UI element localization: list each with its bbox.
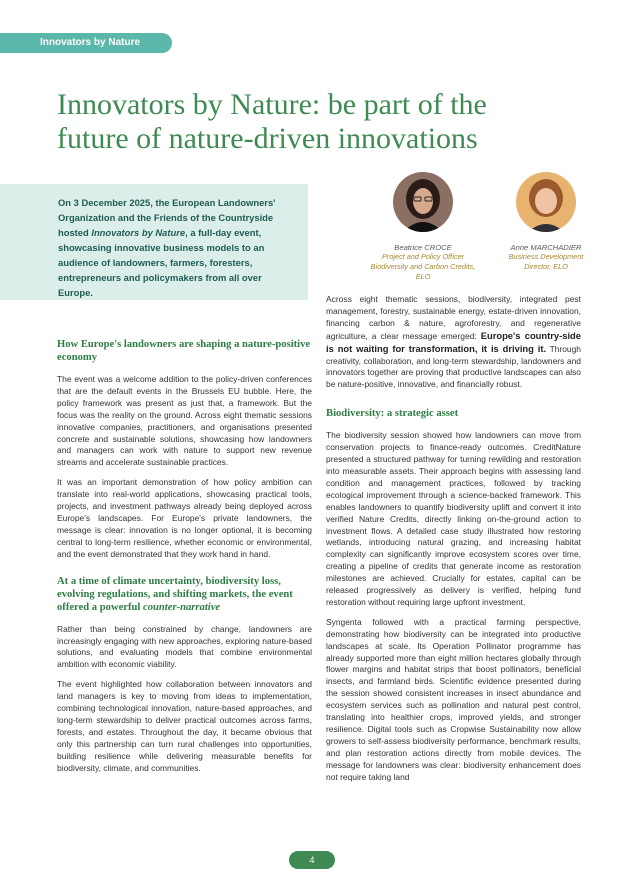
- speaker-role-line-1: Business Development: [508, 252, 584, 261]
- paragraph: The biodiversity session showed how landowners can move from conservation projects to finance-ready outcomes. CreditNature presented a structured pathway for turning rewilding and restoration into measurable assets. Their approach begins with assessing land condition and management practices, followed by tracking ecological improvement through a science-backed framework. This enables landowners to quantify biodiversity uplift and convert it into verified Nature Credits, directly linking on-the-ground action to investment flows. A detailed case study illustrated how restoring wetlands, introducing natural grazing, and increasing habitat complexity can significantly improve ecosystem scores over time, creating a pipeline of credits that generate income as restoration milestones are achieved. Crucially for estates, capital can be released progressively as delivery is verified, helping fund restoration without requiring large upfront investment.: [326, 430, 581, 607]
- avatar: [516, 172, 576, 232]
- title-line-1: Innovators by Nature: be part of the: [57, 88, 487, 121]
- section-tag: Innovators by Nature: [0, 33, 172, 53]
- speaker-role-line-2: Biodiversity and Carbon Credits, ELO: [370, 262, 476, 281]
- heading-biodiversity: Biodiversity: a strategic asset: [326, 408, 459, 420]
- avatar: [393, 172, 453, 232]
- speaker-role-line-1: Project and Policy Officer: [382, 252, 464, 261]
- paragraph: It was an important demonstration of how policy ambition can translate into real-world applications, showcasing practical tools, projects, and investment pathways already being deployed across Europe's landscapes. For Europe's private landowners, the message is clear: innovation is no longer optional, it is becoming central to long-term resilience, whether economic or environmental, and the event demonstrated that they work hand in hand.: [57, 477, 312, 559]
- paragraph: Rather than being constrained by change, landowners are increasingly engaging with new approaches, exploring nature-based solutions, and evaluating models that combine environmental ambition with economic viability.: [57, 623, 312, 670]
- speaker-card-croce: [363, 172, 483, 282]
- paragraph: Syngenta followed with a practical farming perspective, demonstrating how biodiversity can be integrated into productive landscapes at scale. Its Operation Pollinator programme has already supported more than eight million hectares globally through flower margins and habitat strips that boost pollinators, beneficial insects, and farmland birds. Scientific evidence presented during the session showed consistent increases in insect abundance and ecosystem services such as pollination and natural pest control, translating into healthier crops, improved yields, and stronger resilience. Digital tools such as Cropwise Sustainability now allow growers to self-assess biodiversity performance, benchmark results, and plan restoration actions directly from mobile devices. The message for landowners was clear: biodiversity enhancement does not require taking land: [326, 616, 581, 782]
- speaker-card-marchadier: [486, 172, 606, 272]
- text: Through creativity, collaboration, and long-term stewardship, landowners and innovators together are proving that productive landscapes can also be nature-positive, innovative, and financially robust.: [326, 343, 582, 390]
- intro-event-name: Innovators by Nature: [91, 227, 186, 238]
- page-number: 4: [289, 851, 335, 869]
- intro-text-2: , a full-day event, showcasing innovative business models to an audience of landowners, farmers, foresters, entrepreneurs and policymakers from all over Europe.: [58, 227, 265, 298]
- heading-text: At a time of climate uncertainty, biodiversity loss, evolving regulations, and shifting markets, the event offered a powerful: [57, 575, 293, 613]
- paragraph: The event highlighted how collaboration between innovators and land managers is key to moving from ideas to implementation, combining technological innovation, nature-based approaches, and long-term stewardship to deliver practical outcomes across farms, forests, and estates. Throughout the day, it became obvious that only this partnership can turn rural challenges into opportunities, building resilience while delivering measurable benefits for biodiversity, climate, and communities.: [57, 679, 312, 773]
- speaker-role-line-2: Director, ELO: [524, 262, 568, 271]
- right-column: [326, 294, 581, 792]
- left-column: [57, 338, 312, 782]
- speaker-name: Beatrice CROCE: [394, 243, 452, 252]
- paragraph: [326, 294, 581, 391]
- heading-landowners: How Europe's landowners are shaping a nature-positive economy: [57, 339, 311, 363]
- title-line-2: future of nature-driven innovations: [57, 122, 478, 155]
- portrait-icon: [393, 172, 453, 232]
- page-title: [57, 88, 577, 156]
- intro-box: [0, 184, 308, 300]
- speaker-name: Anne MARCHADIER: [510, 243, 582, 252]
- heading-climate-uncertainty: [57, 575, 312, 614]
- emphasis-text: Europe's country-side is not waiting for transformation, it is driving it.: [326, 329, 581, 354]
- heading-emphasis: counter-narrative: [143, 601, 221, 613]
- text: Across eight thematic sessions, biodiversity, integrated pest management, forestry, sustainable energy, estate-driven innovation, financing carbon & nature, agroforestry, and regenerative agriculture, a clear message emerged:: [326, 294, 581, 341]
- intro-text-1: On 3 December 2025, the European Landowners' Organization and the Friends of the Countryside hosted: [58, 197, 276, 238]
- portrait-icon: [516, 172, 576, 232]
- paragraph: The event was a welcome addition to the policy-driven conferences that are the default events in the Brussels EU bubble. Here, the policy framework was present as just that, a framework. But the focus was the reality on the ground. Across eight thematic sessions innovative companies, practitioners, and organisations presented concrete and sustainable solutions, showcasing how landowners and managers can work with nature to support new revenue streams and accelerate sustainable practices.: [57, 374, 312, 468]
